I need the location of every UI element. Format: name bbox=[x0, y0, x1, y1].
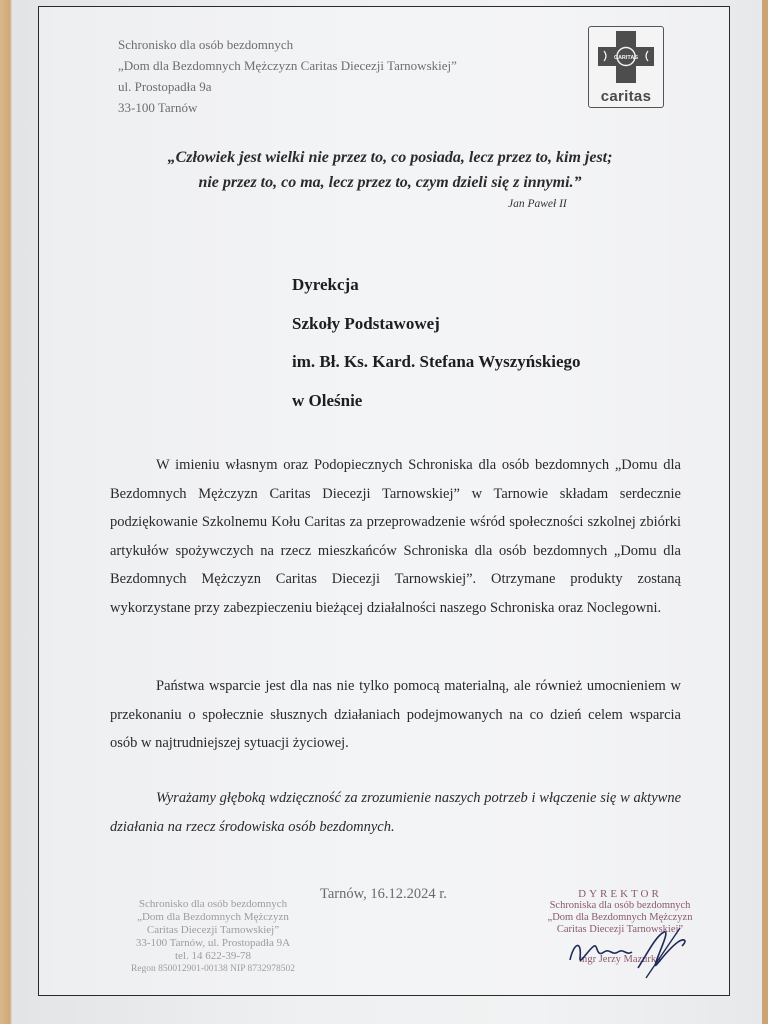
handwritten-signature-icon bbox=[560, 922, 700, 982]
paragraph-text: Wyrażamy głęboką wdzięczność za zrozumienie naszych potrzeb i włączenie się w aktywne działania na rzecz środowiska osób bezdomnych. bbox=[110, 790, 681, 835]
stamp-line: tel. 14 622-39-78 bbox=[174, 950, 252, 962]
recipient-line: w Oleśnie bbox=[292, 390, 363, 410]
paragraph-text: W imieniu własnym oraz Podopiecznych Schroniska dla osób bezdomnych „Domu dla Bezdomnych Mężczyzn Caritas Diecezji Tarnowskiej” w Tarnowie składam serdecznie podziękowanie Szkolnemu Kołu Caritas za przeprowadzenie wśród społeczności szkolnej zbiórki artykułów spożywczych na rzecz mieszkańców Schroniska dla osób bezdomnych „Domu dla Bezdomnych Mężczyzn Caritas Diecezji Tarnowskiej”. Otrzymane produkty zostaną wykorzystane przy zabezpieczeniu bieżącej działalności naszego Schroniska oraz Noclegowni. bbox=[110, 457, 681, 616]
motto-quote bbox=[110, 145, 670, 195]
caritas-logo bbox=[588, 26, 664, 108]
desk-edge bbox=[762, 0, 768, 1024]
body-paragraph-1 bbox=[110, 451, 681, 623]
caritas-cross-logo-icon bbox=[589, 27, 663, 87]
letterhead-line: „Dom dla Bezdomnych Mężczyzn Caritas Diecezji Tarnowskiej” bbox=[118, 58, 457, 73]
stamp-line: Schroniska dla osób bezdomnych bbox=[549, 900, 691, 911]
stamp-name: mgr Jerzy Mazurka bbox=[579, 954, 661, 965]
recipient-line: Dyrekcja bbox=[292, 275, 359, 294]
body-paragraph-3 bbox=[110, 784, 681, 841]
recipient-address bbox=[292, 266, 581, 420]
svg-text:CARITAS: CARITAS bbox=[613, 55, 639, 61]
caritas-logo-label: caritas bbox=[600, 88, 652, 105]
quote-author: Jan Paweł II bbox=[508, 198, 567, 210]
stamp-title: DYREKTOR bbox=[578, 888, 662, 900]
stamp-line: Caritas Diecezji Tarnowskiej” bbox=[146, 924, 280, 936]
quote-line: „Człowiek jest wielki nie przez to, co posiada, lecz przez to, kim jest; bbox=[167, 149, 613, 166]
recipient-line: Szkoły Podstawowej bbox=[292, 313, 440, 333]
body-paragraph-2 bbox=[110, 672, 681, 758]
letterhead-line: ul. Prostopadła 9a bbox=[118, 79, 212, 94]
recipient-line: im. Bł. Ks. Kard. Stefana Wyszyńskiego bbox=[292, 352, 581, 371]
stamp-line: „Dom dla Bezdomnych Mężczyzn bbox=[547, 912, 693, 923]
quote-line: nie przez to, co ma, lecz przez to, czym dzieli się z innymi.” bbox=[198, 174, 582, 191]
letter-date: Tarnów, 16.12.2024 r. bbox=[320, 886, 447, 902]
letterhead bbox=[118, 34, 457, 118]
paragraph-text: Państwa wsparcie jest dla nas nie tylko pomocą materialną, ale również umocnieniem w przekonaniu o społecznie słusznych działaniach podejmowanych na co dzień celem wsparcia osób w najtrudniejszej sytuacji życiowej. bbox=[110, 678, 681, 752]
stamp-line: Regon 850012901-00138 NIP 8732978502 bbox=[130, 964, 296, 974]
institution-stamp bbox=[98, 898, 328, 976]
letterhead-line: Schronisko dla osób bezdomnych bbox=[118, 37, 294, 52]
stamp-line: Caritas Diecezji Tarnowskiej” bbox=[556, 924, 684, 935]
letterhead-line: 33-100 Tarnów bbox=[118, 100, 198, 115]
stamp-line: 33-100 Tarnów, ul. Prostopadła 9A bbox=[135, 937, 291, 949]
stamp-line: „Dom dla Bezdomnych Mężczyzn bbox=[137, 911, 289, 923]
stamp-line: Schronisko dla osób bezdomnych bbox=[138, 898, 288, 910]
